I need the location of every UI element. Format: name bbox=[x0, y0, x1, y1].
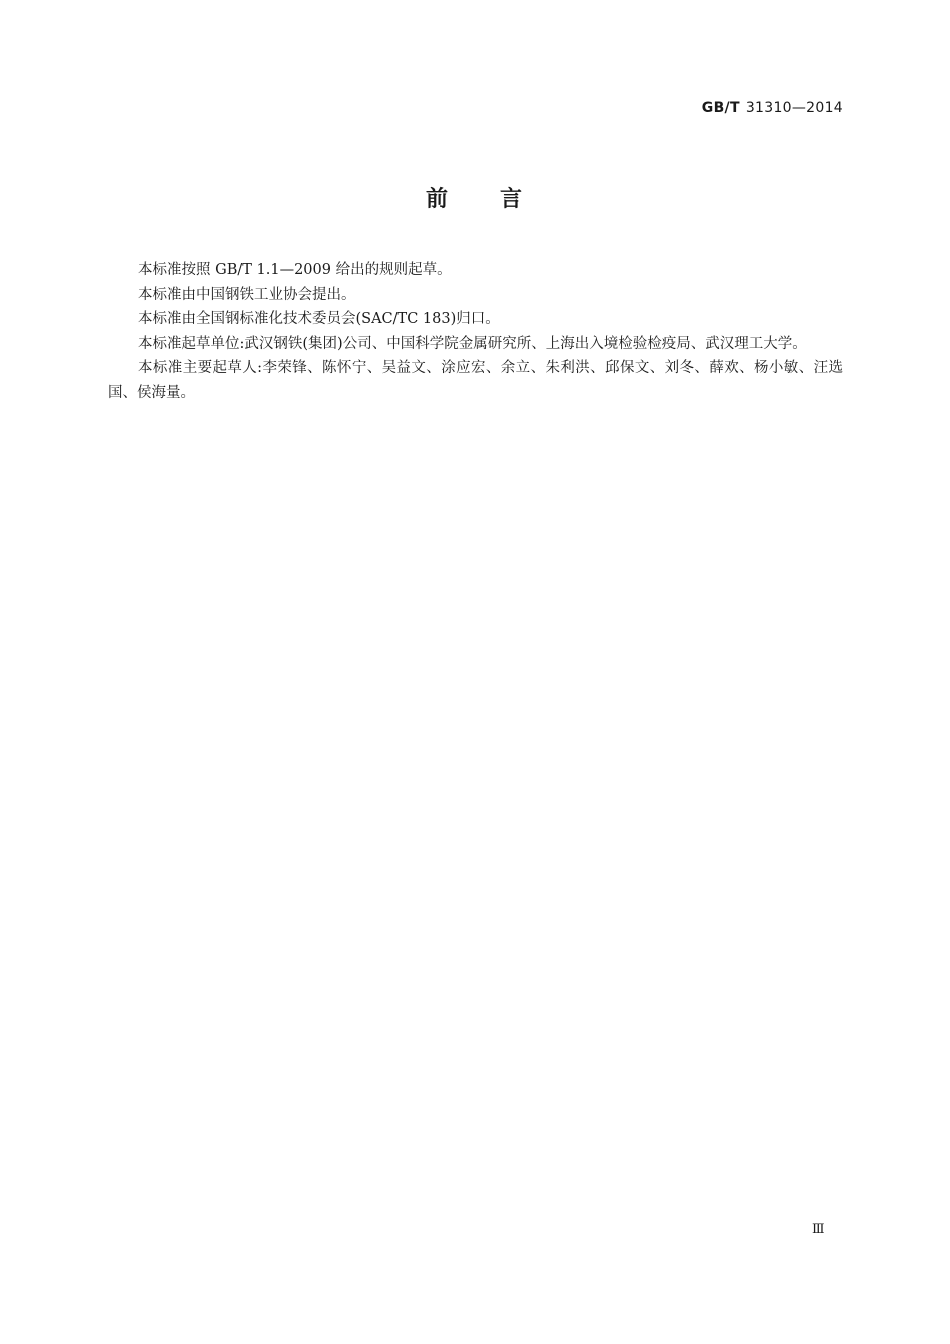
standard-code: 31310—2014 bbox=[745, 100, 843, 116]
standard-number bbox=[702, 100, 843, 116]
page-number: Ⅲ bbox=[812, 1222, 825, 1237]
title-char-1: 前 bbox=[425, 187, 450, 212]
paragraph-drafting-rules: 本标准按照 GB/T 1.1—2009 给出的规则起草。 bbox=[138, 262, 452, 278]
paragraph-proposer: 本标准由中国钢铁工业协会提出。 bbox=[138, 286, 356, 303]
paragraph-drafters: 本标准主要起草人:李荣锋、陈怀宁、吴益文、涂应宏、余立、朱利洪、邱保文、刘冬、薛欢、杨小敏、汪选国、侯海量。 bbox=[108, 360, 843, 401]
page-title bbox=[0, 182, 950, 213]
standard-prefix: GB/T bbox=[701, 100, 740, 116]
paragraph-drafting-units: 本标准起草单位:武汉钢铁(集团)公司、中国科学院金属研究所、上海出入境检验检疫局、武汉理工大学。 bbox=[138, 335, 807, 352]
paragraph-committee: 本标准由全国钢标准化技术委员会(SAC/TC 183)归口。 bbox=[138, 311, 500, 327]
foreword-body bbox=[108, 258, 843, 405]
title-char-2: 言 bbox=[500, 187, 525, 212]
